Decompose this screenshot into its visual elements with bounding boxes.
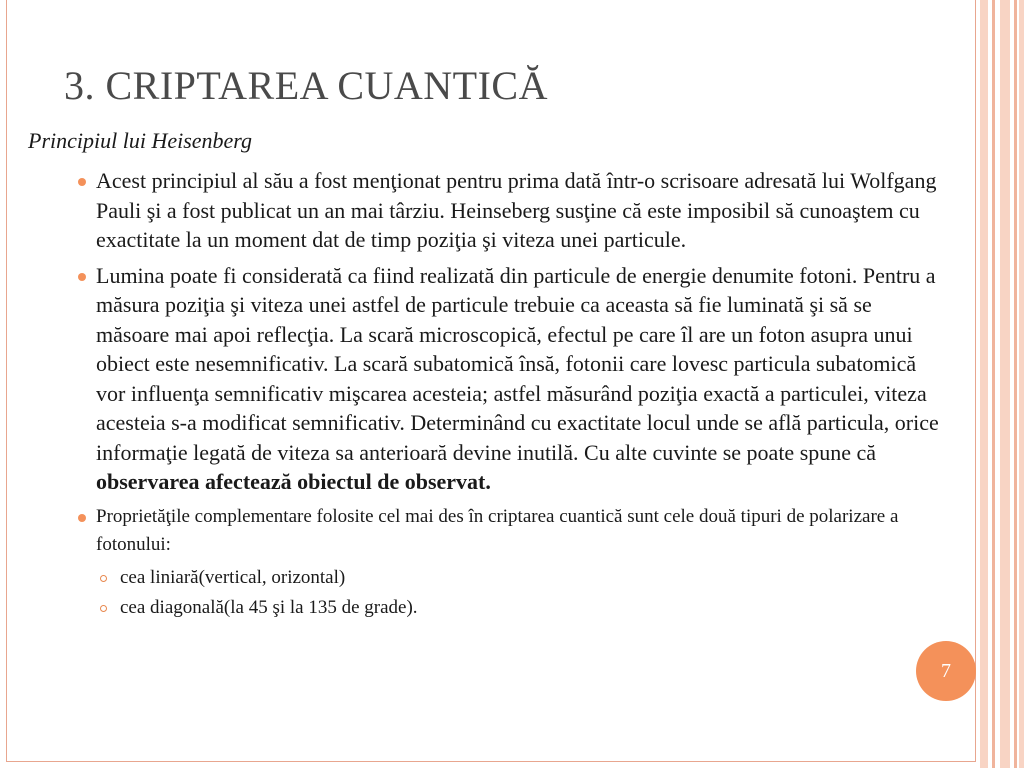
slide-title: 3. CRIPTAREA CUANTICĂ [64,63,548,108]
bullet-text: Proprietăţile complementare folosite cel mai des în criptarea cuantică sunt cele două tipuri de polarizare a fotonului: [96,505,899,555]
page-number: 7 [941,659,951,682]
ring-bullet-icon [100,605,107,612]
stripe-1 [980,0,988,768]
sub-bullet-text: cea liniară(vertical, orizontal) [120,566,346,588]
stripe-4 [1014,0,1017,768]
bullet-dot-icon [78,273,86,281]
bullet-item [70,261,950,497]
sub-bullet-list [96,563,950,623]
sub-bullet-text: cea diagonală(la 45 şi la 135 de grade). [120,596,418,618]
bullet-dot-icon [78,514,86,522]
bullet-dot-icon [78,178,86,186]
sub-bullet-item [96,563,950,593]
bullet-list [70,166,950,629]
stripe-2 [992,0,995,768]
bullet-item [70,503,950,623]
bullet-text: Acest principiul al său a fost menţionat pentru prima dată într-o scrisoare adresată lui Wolfgang Pauli şi a fost publicat un an mai târziu. Heinseberg susţine că este imposibil să cunoaştem cu exactitate la un moment dat de timp poziţia şi viteza unei particule. [96,168,937,252]
bullet-bold-text: observarea afectează obiectul de observat. [96,469,491,494]
decorative-stripes [976,0,1024,768]
stripe-5 [1019,0,1024,768]
bullet-text: Lumina poate fi considerată ca fiind realizată din particule de energie denumite fotoni. Pentru a măsura poziţia şi viteza unei astfel de particule trebuie ca aceasta să fie luminată şi să se măsoare mai apoi reflecţia. La scară microscopică, efectul pe care îl are un foton asupra unui obiect este nesemnificativ. La scară subatomică însă, fotonii care lovesc particula subatomică vor influenţa semnificativ mişcarea acesteia; astfel măsurând poziţia exactă a particulei, viteza acesteia s-a modificat semnificativ. Determinând cu exactitate locul unde se află particula, orice informaţie legată de viteza sa anterioară devine inutilă. Cu alte cuvinte se poate spune că [96,262,939,465]
sub-bullet-item [96,593,950,623]
bullet-item [70,166,950,255]
slide-subtitle: Principiul lui Heisenberg [28,128,253,153]
page-number-badge [916,641,976,701]
ring-bullet-icon [100,575,107,582]
stripe-3 [1000,0,1010,768]
